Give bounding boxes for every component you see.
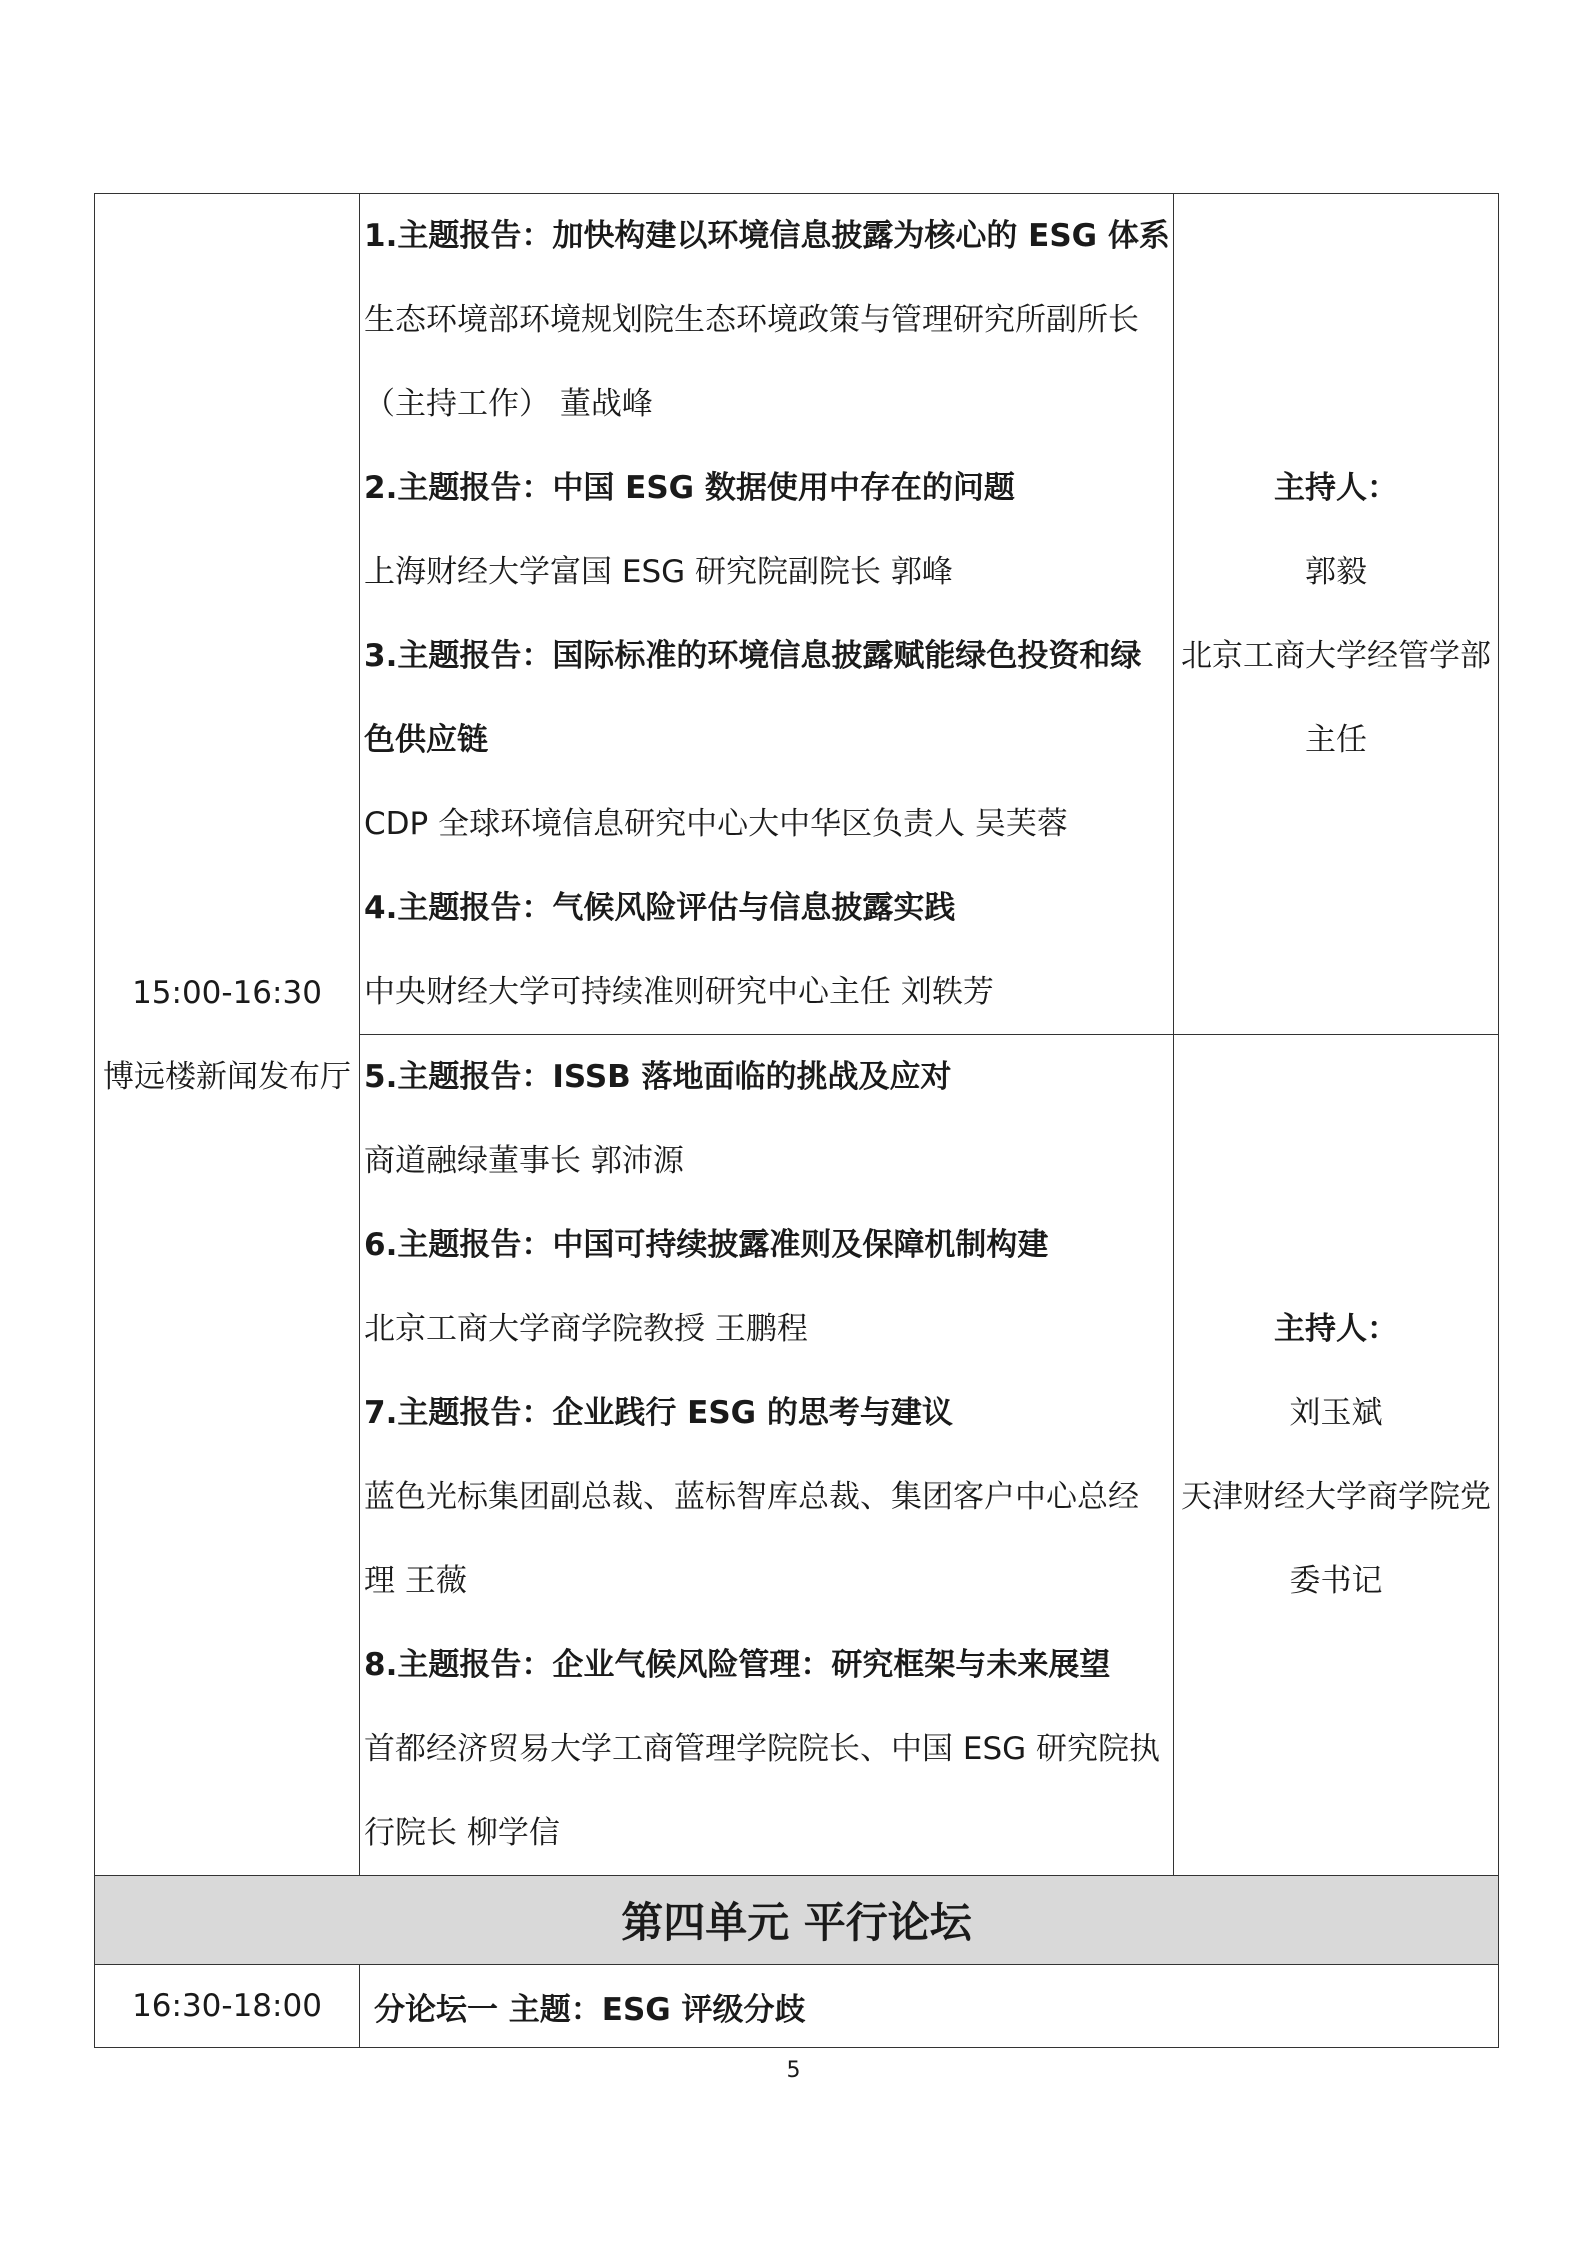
host-name: 郭毅 xyxy=(1305,554,1367,590)
block2-content xyxy=(360,1035,1174,1876)
report-title: 1.主题报告：加快构建以环境信息披露为核心的 ESG 体系 xyxy=(364,218,1170,254)
speaker-line: 北京工商大学商学院教授 王鹏程 xyxy=(364,1311,808,1347)
speaker-line: 蓝色光标集团副总裁、蓝标智库总裁、集团客户中心总经 xyxy=(364,1479,1139,1515)
report-title: 3.主题报告：国际标准的环境信息披露赋能绿色投资和绿 xyxy=(364,638,1142,674)
host-title: 北京工商大学经管学部 xyxy=(1181,638,1491,674)
report-title: 2.主题报告：中国 ESG 数据使用中存在的问题 xyxy=(364,470,1015,506)
report-title: 8.主题报告：企业气候风险管理：研究框架与未来展望 xyxy=(364,1647,1111,1683)
session-time-cell xyxy=(95,194,360,1876)
speaker-line: 首都经济贸易大学工商管理学院院长、中国 ESG 研究院执 xyxy=(364,1731,1160,1767)
forum-row xyxy=(95,1965,1499,2048)
page-number: 5 xyxy=(786,2058,801,2083)
block1-content xyxy=(360,194,1174,1035)
report-title: 6.主题报告：中国可持续披露准则及保障机制构建 xyxy=(364,1227,1049,1263)
speaker-line: 商道融绿董事长 郭沛源 xyxy=(364,1143,684,1179)
report-title: 5.主题报告：ISSB 落地面临的挑战及应对 xyxy=(364,1059,952,1095)
report-title: 7.主题报告：企业践行 ESG 的思考与建议 xyxy=(364,1395,953,1431)
forum-time: 16:30-18:00 xyxy=(95,1965,360,2048)
block2-lines xyxy=(360,1035,1173,1875)
session-time: 15:00-16:30 xyxy=(132,974,322,1011)
speaker-line: （主持工作） 董战峰 xyxy=(364,386,653,422)
agenda-row-block1 xyxy=(95,194,1499,1035)
speaker-line: 上海财经大学富国 ESG 研究院副院长 郭峰 xyxy=(364,554,953,590)
block1-lines xyxy=(360,194,1173,1034)
speaker-line: 行院长 柳学信 xyxy=(364,1815,560,1851)
host-label: 主持人： xyxy=(1274,1311,1398,1347)
block1-host-cell xyxy=(1174,194,1499,1035)
report-title: 色供应链 xyxy=(364,722,488,758)
speaker-line: 中央财经大学可持续准则研究中心主任 刘轶芳 xyxy=(364,974,994,1010)
speaker-line: CDP 全球环境信息研究中心大中华区负责人 吴芙蓉 xyxy=(364,806,1068,842)
unit-header-row xyxy=(95,1876,1499,1965)
block2-host-cell xyxy=(1174,1035,1499,1876)
speaker-line: 生态环境部环境规划院生态环境政策与管理研究所副所长 xyxy=(364,302,1139,338)
host-name: 刘玉斌 xyxy=(1289,1395,1383,1431)
host-label: 主持人： xyxy=(1274,470,1398,506)
agenda-table xyxy=(94,193,1499,2048)
session-venue: 博远楼新闻发布厅 xyxy=(103,1058,351,1095)
unit-header: 第四单元 平行论坛 xyxy=(95,1876,1499,1965)
forum-title: 分论坛一 主题：ESG 评级分歧 xyxy=(360,1965,1499,2048)
host-title: 主任 xyxy=(1305,722,1367,758)
report-title: 4.主题报告：气候风险评估与信息披露实践 xyxy=(364,890,956,926)
host-title: 委书记 xyxy=(1289,1563,1383,1599)
host-title: 天津财经大学商学院党 xyxy=(1181,1479,1491,1515)
speaker-line: 理 王薇 xyxy=(364,1563,467,1599)
